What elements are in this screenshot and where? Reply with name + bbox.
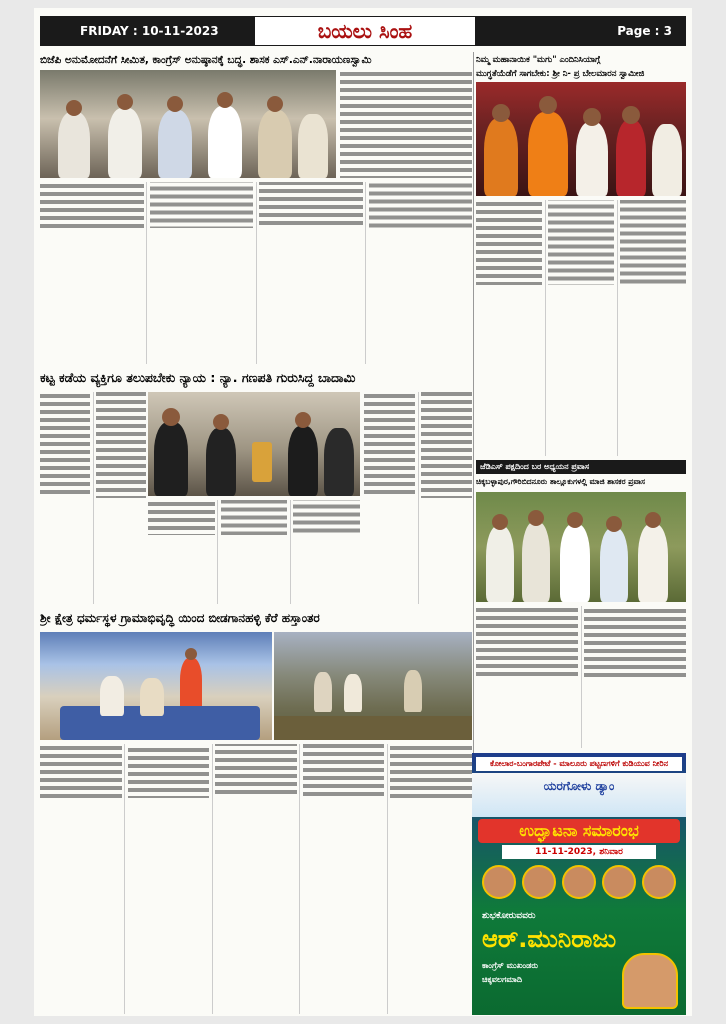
ad-sponsor-name: ಆರ್.ಮುನಿರಾಜು bbox=[482, 925, 617, 953]
article-photo-jds bbox=[476, 492, 686, 602]
ad-sponsor-place: ಚಿಕ್ಕವಲಗಮಾದಿ bbox=[482, 975, 522, 984]
article-headline-swamiji-1: ನಿಮ್ಮ ಮಹಾನಾಯಿಕ "ಮಗು" ಎಂದಿನಿಸಿಯಾಗ್ಗೆ bbox=[476, 54, 601, 64]
ad-event-banner: ಉದ್ಘಾಟನಾ ಸಮಾರಂಭ bbox=[478, 819, 680, 843]
article-body-justice-mid bbox=[148, 500, 360, 604]
ad-portrait bbox=[602, 865, 636, 899]
ad-portrait bbox=[522, 865, 556, 899]
ad-sponsor-portrait bbox=[622, 953, 678, 1009]
ad-portrait bbox=[482, 865, 516, 899]
article-headline-justice: ಕಟ್ಟ ಕಡೆಯ ವ್ಯಕ್ತಿಗೂ ತಲುಪಬೇಕು ನ್ಯಾಯ : ನ್ಯಾ. ಗಣಪತಿ ಗುರುಸಿದ್ದ ಬಾದಾಮಿ bbox=[40, 370, 356, 385]
article-body-jds bbox=[476, 606, 686, 748]
article-headline-jds-2: ಚಿಕ್ಕಬಳ್ಳಾಪುರ,ಗೌರಿಬಿದನೂರು ತಾಲ್ಲೂಕುಗಳಲ್ಲಿ ಮಾಜಿ ಶಾಸಕರ ಪ್ರವಾಸ bbox=[476, 477, 646, 486]
ad-event-date: 11-11-2023, ಶನಿವಾರ bbox=[502, 845, 656, 859]
article-headline-lake: ಶ್ರೀ ಕ್ಷೇತ್ರ ಧರ್ಮಸ್ಥಳ ಗ್ರಾಮಾಭಿವೃದ್ಧಿ ಯಿಂದ ಬೀಡಗಾನಹಳ್ಳಿ ಕೆರೆ ಹಸ್ತಾಂತರ bbox=[40, 611, 320, 625]
ad-greeting: ಶುಭಕೋರುವವರು bbox=[482, 911, 536, 921]
article-body-bjp bbox=[40, 182, 472, 364]
newspaper-page bbox=[34, 8, 692, 1016]
article-body-justice-right bbox=[364, 392, 472, 604]
ad-portrait bbox=[642, 865, 676, 899]
ad-project-name: ಯರಗೋಳು ಡ್ಯಾಂ bbox=[543, 779, 615, 793]
article-photo-justice bbox=[148, 392, 360, 496]
page-number: Page : 3 bbox=[617, 24, 672, 38]
ad-sponsor-title: ಕಾಂಗ್ರೆಸ್ ಮುಖಂಡರು bbox=[482, 961, 538, 970]
article-headline-swamiji-2: ಮುಗ್ಧತೆಯೆಡೆಗೆ ಸಾಗಬೇಕು: ಶ್ರೀ ನಿ- ಪ್ರ ಬೇಲಮಾರನ ಸ್ವಾಮೀಜಿ bbox=[476, 68, 645, 78]
article-body-bjp-right bbox=[340, 70, 472, 178]
newspaper-title: ಬಯಲು ಸಿಂಹ bbox=[255, 17, 475, 45]
ad-top-line: ಕೋಲಾರ-ಬಂಗಾರಪೇಟೆ - ಮಾಲೂರು ಪಟ್ಟಣಗಳಿಗೆ ಕುಡಿಯುವ ನೀರಿನ bbox=[476, 757, 682, 771]
article-photo-lake-event bbox=[40, 632, 272, 740]
article-headline-bjp: ಬಿಜೆಪಿ ಅನುಮೋದನೆಗೆ ಸೀಮಿತ, ಕಾಂಗ್ರೆಸ್ ಅನುಷ್ಠಾನಕ್ಕೆ ಬದ್ಧ. ಶಾಸಕ ಎಸ್.ಎನ್.ನಾರಾಯಣಸ್ವಾಮಿ bbox=[40, 54, 372, 66]
masthead bbox=[40, 16, 686, 46]
ad-portrait bbox=[562, 865, 596, 899]
article-photo-swamiji bbox=[476, 82, 686, 196]
advertisement-dam-inauguration bbox=[472, 753, 686, 1015]
article-photo-lake bbox=[274, 632, 472, 740]
article-body-lake bbox=[40, 744, 472, 1014]
article-headline-jds-1: ಜೆಡಿಎಸ್ ಪಕ್ಷದಿಂದ ಬರ ಅಧ್ಯಯನ ಪ್ರವಾಸ bbox=[476, 460, 686, 474]
issue-date: FRIDAY : 10-11-2023 bbox=[80, 24, 219, 38]
article-body-justice-left bbox=[40, 392, 146, 604]
article-photo-meeting bbox=[40, 70, 336, 178]
article-body-swamiji bbox=[476, 200, 686, 456]
